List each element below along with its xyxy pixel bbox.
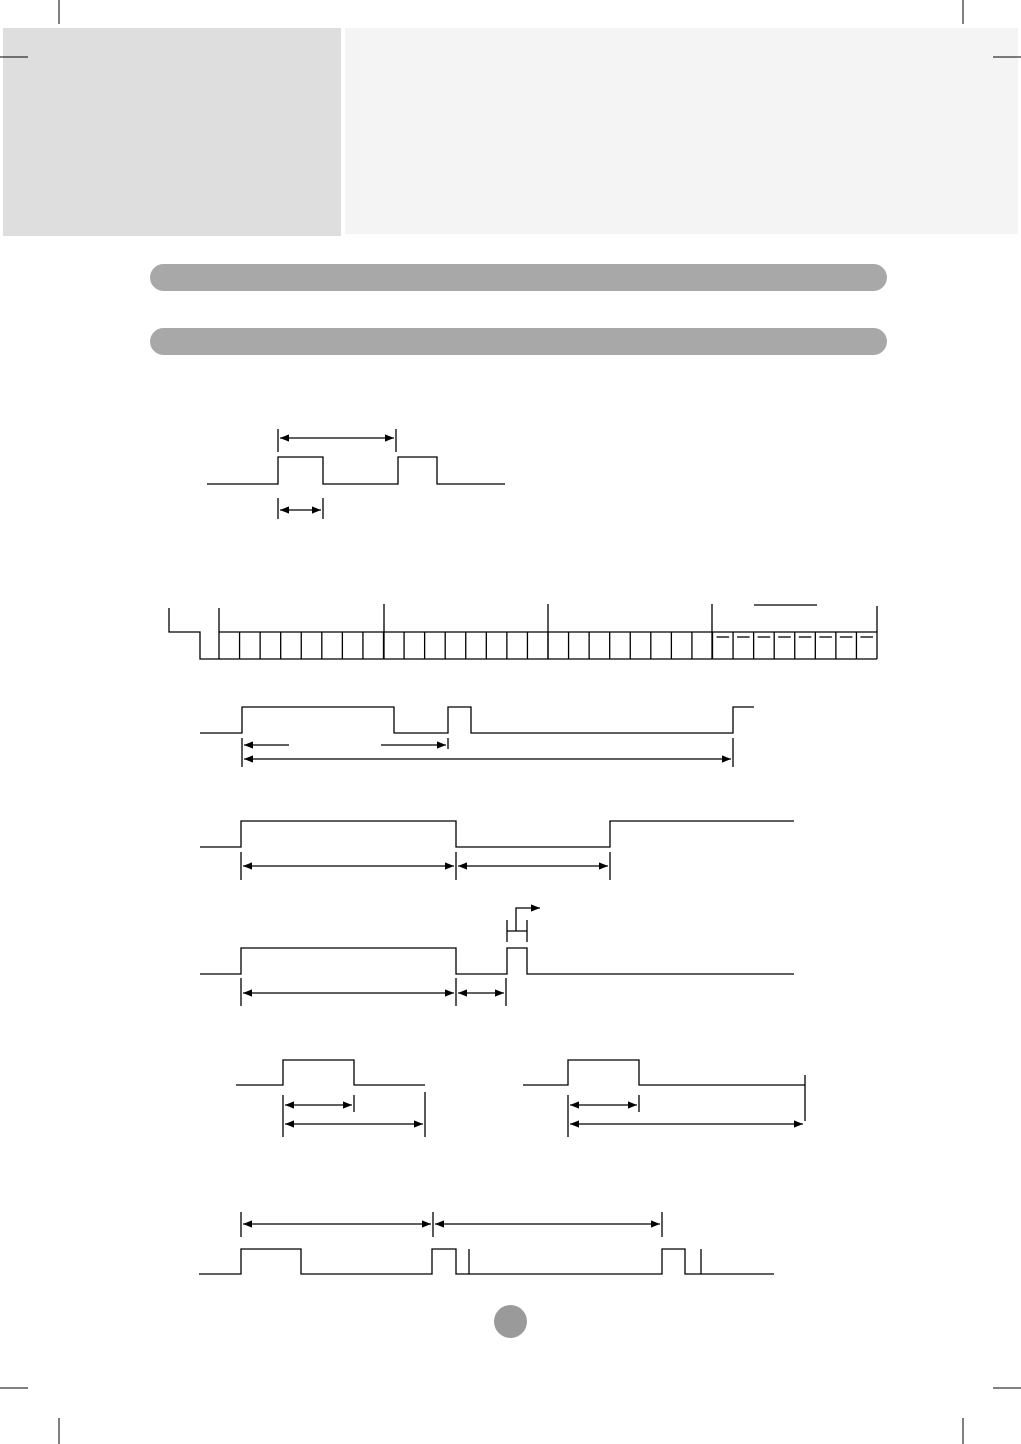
diagram-repeat (200, 707, 754, 767)
diagram-lead-code (200, 821, 794, 880)
diagram-repeat-code (200, 908, 794, 1006)
diagram-bit-0 (236, 1060, 425, 1137)
page-number-badge (494, 1305, 527, 1338)
diagram-carrier (207, 429, 505, 519)
diagram-code-frame (169, 604, 877, 659)
diagram-bit-1 (523, 1060, 805, 1137)
frame-cell-dividers (240, 632, 857, 659)
diagram-repeat-sequence (199, 1212, 774, 1274)
